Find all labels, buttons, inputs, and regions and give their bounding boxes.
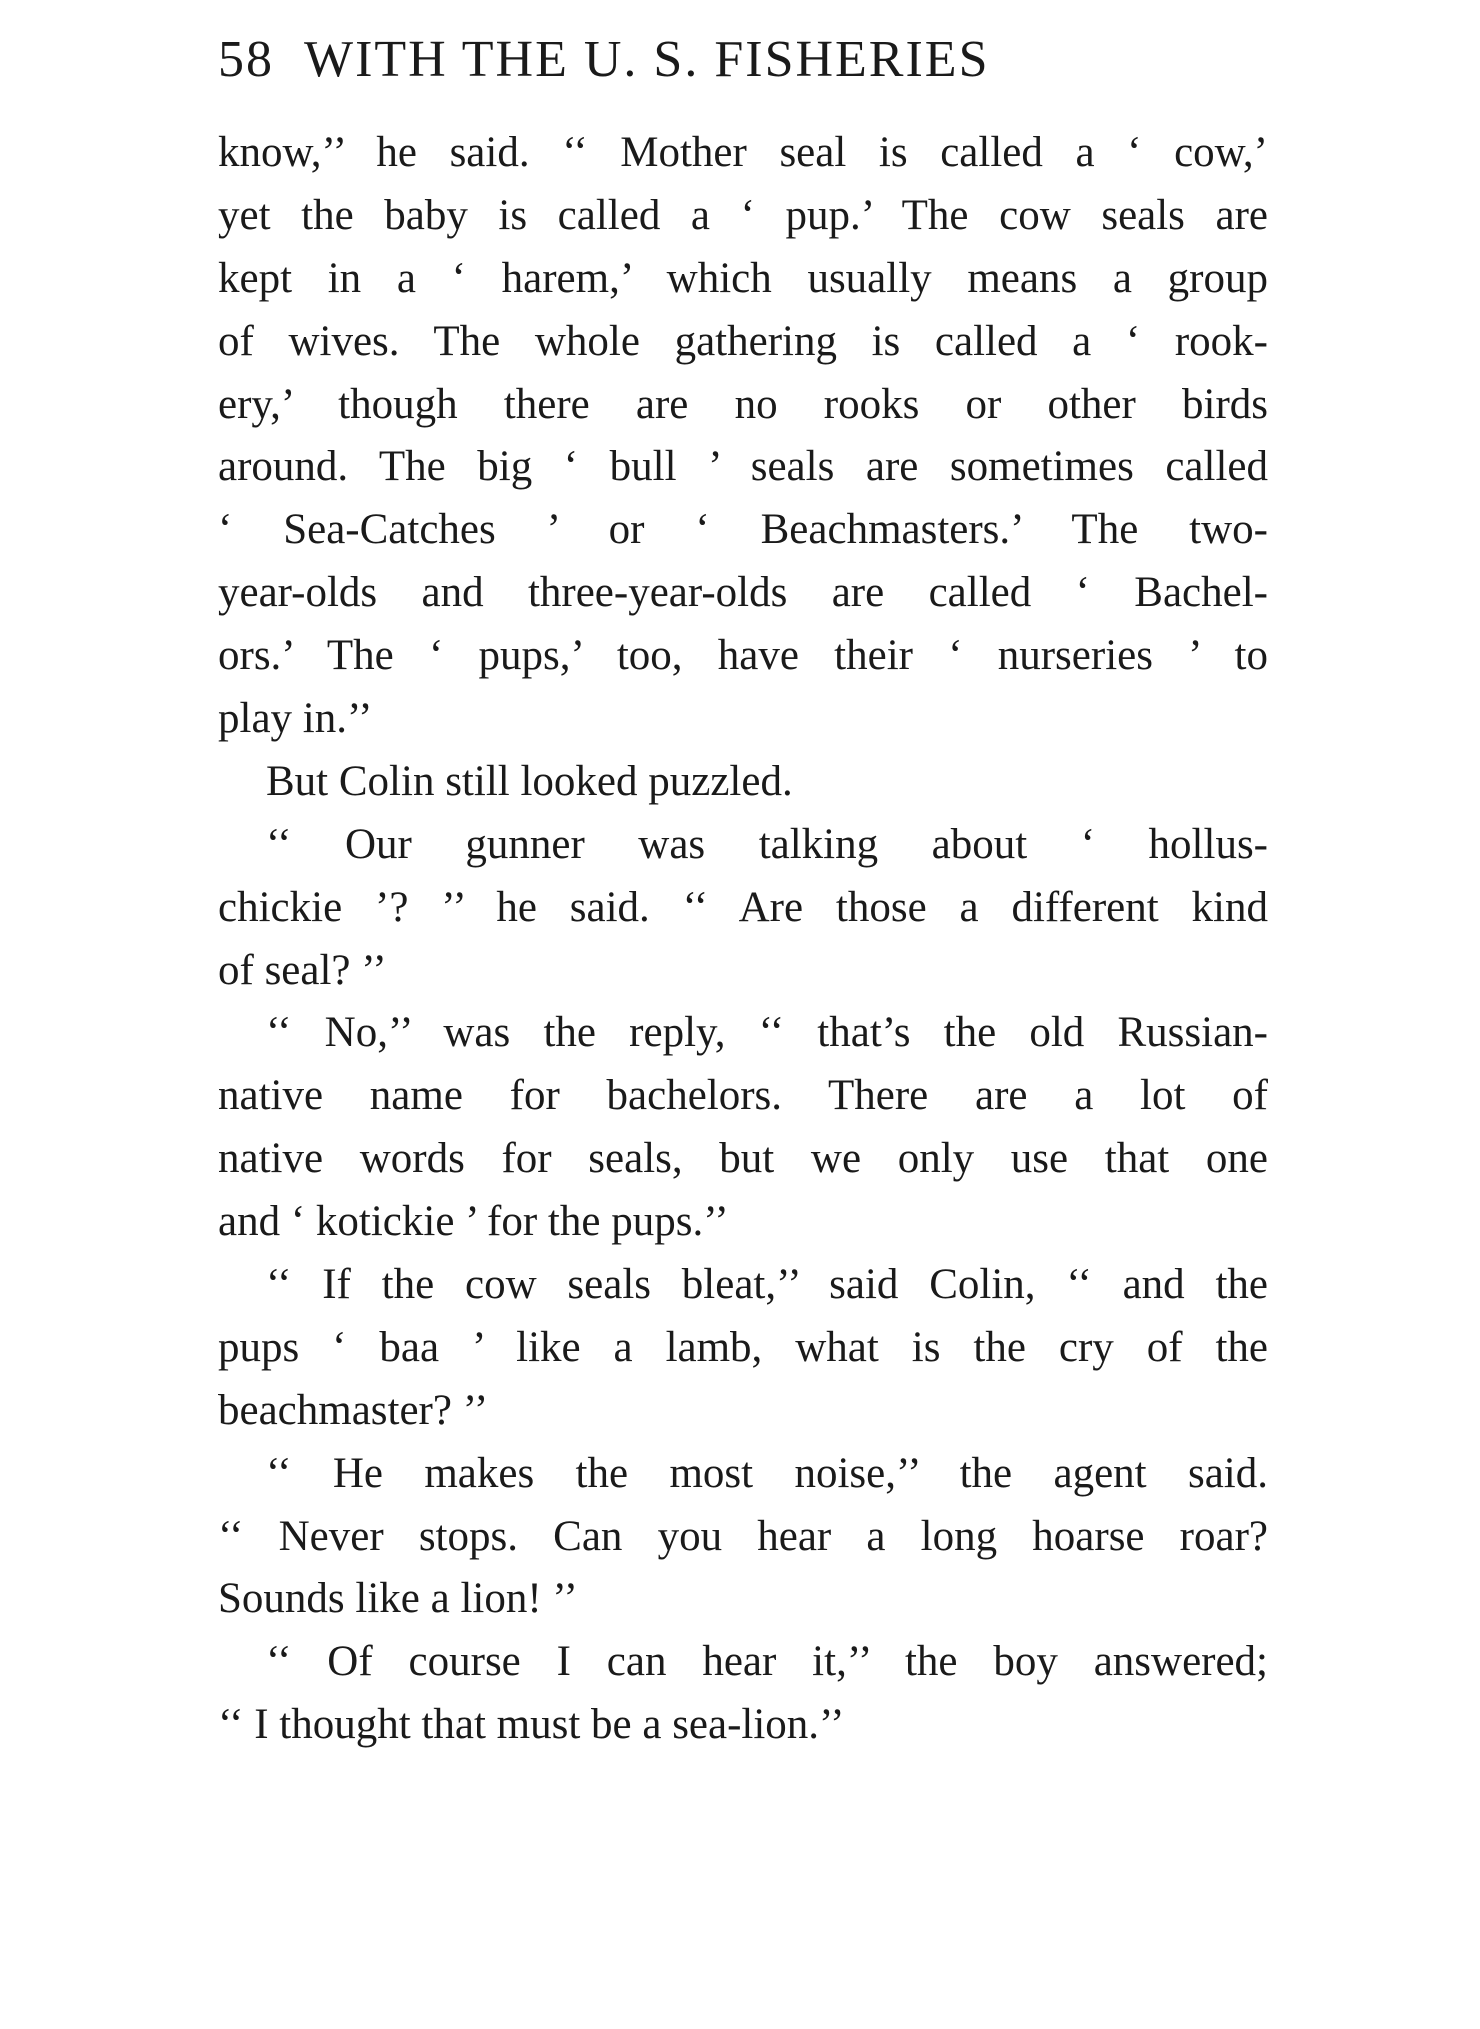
text-line: know,’’ he said. ‘‘ Mother seal is called a ‘ cow,’ <box>218 129 1268 176</box>
text-line: beachmaster? ’’ <box>218 1386 489 1434</box>
text-line: ‘‘ If the cow seals bleat,’’ said Colin, ‘‘ and the <box>266 1261 1268 1309</box>
text-line: ‘‘ Never stops. Can you hear a long hoarse roar? <box>218 1512 1268 1560</box>
text-line: and ‘ kotickie ’ for the pups.’’ <box>218 1198 729 1246</box>
body-text <box>218 122 1268 1757</box>
text-line: ‘‘ He makes the most noise,’’ the agent said. <box>266 1449 1268 1497</box>
text-line: native words for seals, but we only use that one <box>218 1135 1268 1183</box>
text-line: ‘‘ Of course I can hear it,’’ the boy answered; <box>266 1638 1268 1686</box>
text-line: yet the baby is called a ‘ pup.’ The cow seals are <box>218 191 1268 239</box>
text-line: ery,’ though there are no rooks or other birds <box>218 380 1268 428</box>
text-line: ors.’ The ‘ pups,’ too, have their ‘ nurseries ’ to <box>218 632 1268 680</box>
running-title: WITH THE U. S. FISHERIES <box>304 31 990 88</box>
text-line: play in.’’ <box>218 695 373 743</box>
text-line: pups ‘ baa ’ like a lamb, what is the cry of the <box>218 1323 1268 1371</box>
text-line: of wives. The whole gathering is called a ‘ rook- <box>218 317 1268 365</box>
text-line: around. The big ‘ bull ’ seals are sometimes called <box>218 443 1268 491</box>
text-line: But Colin still looked puzzled. <box>266 757 793 805</box>
text-line: of seal? ’’ <box>218 946 387 994</box>
text-line: ‘ Sea-Catches ’ or ‘ Beachmasters.’ The two- <box>218 506 1268 554</box>
text-line: kept in a ‘ harem,’ which usually means a group <box>218 254 1268 302</box>
text-line: ‘‘ No,’’ was the reply, ‘‘ that’s the old Russian- <box>266 1009 1268 1057</box>
page-number: 58 <box>218 31 274 88</box>
text-line: native name for bachelors. There are a lot of <box>218 1072 1268 1120</box>
text-line: ‘‘ I thought that must be a sea-lion.’’ <box>218 1701 845 1749</box>
text-line: year-olds and three-year-olds are called ‘ Bachel- <box>218 569 1268 617</box>
text-line: Sounds like a lion! ’’ <box>218 1575 578 1623</box>
text-line: ‘‘ Our gunner was talking about ‘ hollus- <box>266 820 1268 868</box>
text-line: chickie ’? ’’ he said. ‘‘ Are those a different kind <box>218 883 1268 931</box>
running-head <box>218 30 1268 100</box>
